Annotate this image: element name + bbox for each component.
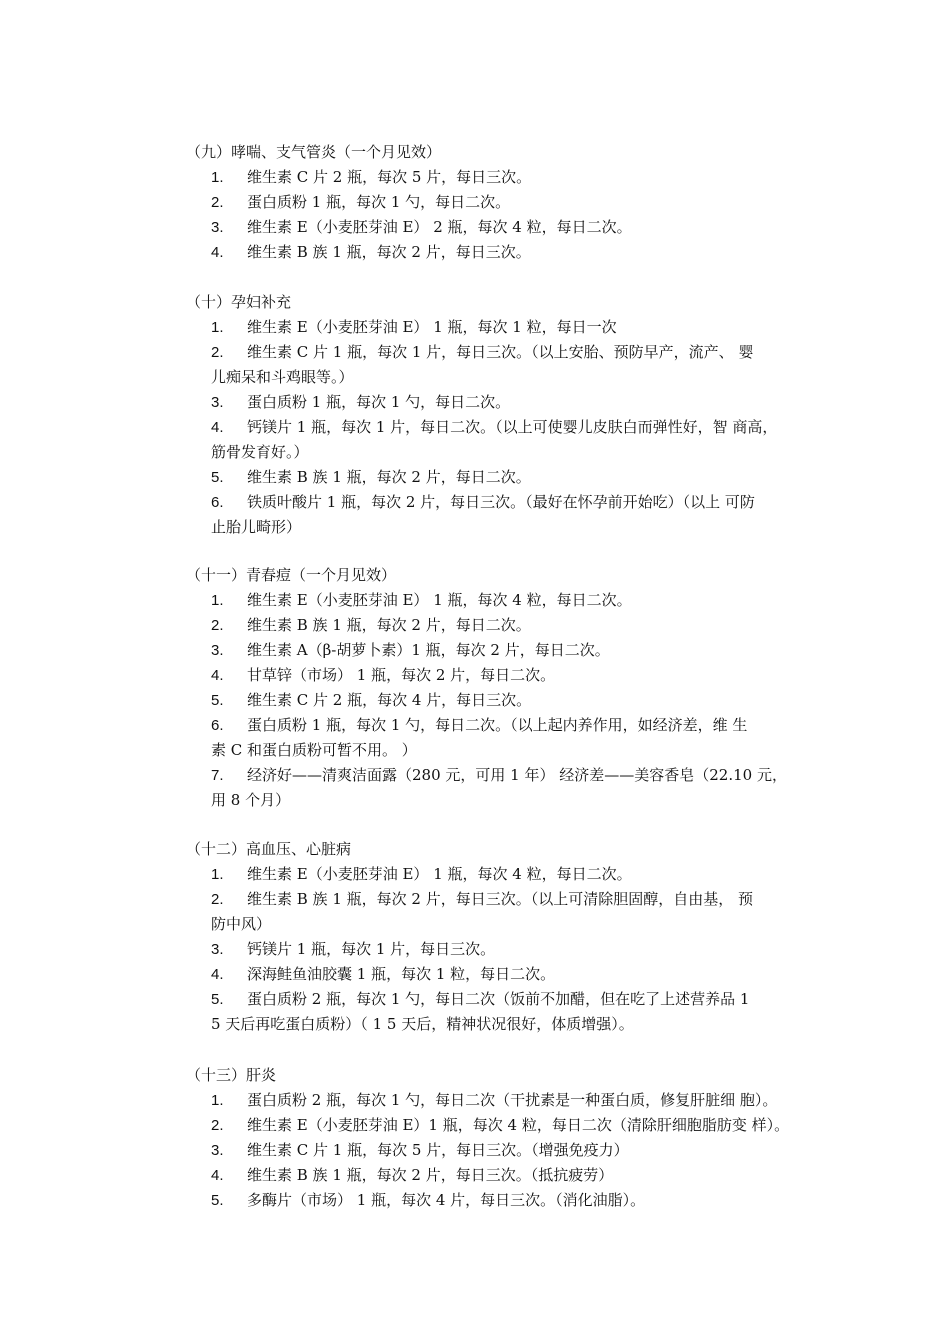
list-item [186, 663, 826, 688]
list-item [186, 190, 826, 215]
list-item [186, 340, 826, 390]
list-item-text: 蛋白质粉 1 瓶，每次 1 勺，每日二次。 [247, 393, 511, 411]
list-item-text: 蛋白质粉 1 瓶，每次 1 勺，每日二次。 [247, 193, 511, 211]
list-item-number: 7. [211, 767, 224, 784]
list-item-text: 钙镁片 1 瓶，每次 1 片，每日二次。（以上可使婴儿皮肤白而弹性好，智 商高， [247, 418, 778, 436]
list-item-text: 维生素 E（小麦胚芽油 E） 1 瓶，每次 4 粒，每日二次。 [247, 591, 632, 609]
list-item [186, 638, 826, 663]
list-item-text-continuation: 用 8 个月） [211, 791, 291, 809]
list-item-text-continuation: 儿痴呆和斗鸡眼等。） [211, 368, 354, 386]
list-item-number: 4. [211, 419, 224, 436]
list-item [186, 390, 826, 415]
list-item [186, 415, 826, 465]
list-item [186, 613, 826, 638]
list-item-number: 5. [211, 469, 224, 486]
list-item-number: 1. [211, 1092, 224, 1109]
list-item-number: 3. [211, 642, 224, 659]
list-item-number: 3. [211, 941, 224, 958]
list-item-number: 1. [211, 169, 224, 186]
section-title: （九）哮喘、支气管炎（一个月见效） [186, 143, 442, 161]
section-title: （十三）肝炎 [186, 1066, 277, 1084]
list-item-number: 1. [211, 319, 224, 336]
list-item-text: 维生素 E（小麦胚芽油 E）1 瓶，每次 4 粒，每日二次（清除肝细胞脂肪变 样）。 [247, 1116, 790, 1134]
list-item-number: 2. [211, 891, 224, 908]
list-item [186, 987, 826, 1037]
list-item-text: 深海鲑鱼油胶囊 1 瓶，每次 1 粒，每日二次。 [247, 965, 556, 983]
list-item [186, 465, 826, 490]
list-item-text: 维生素 C 片 2 瓶，每次 4 片，每日三次。 [247, 691, 532, 709]
list-item-text-continuation: 5 天后再吃蛋白质粉）（ 1 5 天后，精神状况很好，体质增强）。 [211, 1015, 634, 1033]
section-acne [186, 563, 826, 813]
list-item [186, 887, 826, 937]
section-hypertension [186, 837, 826, 1037]
list-item-text: 铁质叶酸片 1 瓶，每次 2 片，每日三次。（最好在怀孕前开始吃）（以上 可防 [247, 493, 755, 511]
list-item [186, 1188, 826, 1213]
section-asthma [186, 140, 826, 265]
list-item-text: 维生素 B 族 1 瓶，每次 2 片，每日三次。 [247, 243, 531, 261]
list-item-number: 4. [211, 667, 224, 684]
list-item-number: 2. [211, 344, 224, 361]
list-item-number: 3. [211, 219, 224, 236]
list-item-text: 维生素 A（β-胡萝卜素）1 瓶，每次 2 片，每日二次。 [247, 641, 610, 659]
list-item-number: 5. [211, 692, 224, 709]
list-item [186, 962, 826, 987]
section-pregnancy [186, 290, 826, 540]
list-item [186, 763, 826, 813]
list-item-number: 4. [211, 244, 224, 261]
list-item-number: 5. [211, 991, 224, 1008]
list-item [186, 1138, 826, 1163]
list-item-number: 1. [211, 592, 224, 609]
list-item-text: 蛋白质粉 1 瓶，每次 1 勺，每日二次。（以上起内养作用，如经济差，维 生 [247, 716, 748, 734]
list-item-text-continuation: 止胎儿畸形） [211, 518, 302, 536]
list-item-text: 维生素 C 片 2 瓶，每次 5 片，每日三次。 [247, 168, 532, 186]
list-item-number: 1. [211, 866, 224, 883]
list-item-text: 维生素 E（小麦胚芽油 E） 2 瓶，每次 4 粒，每日二次。 [247, 218, 632, 236]
list-item-number: 4. [211, 1167, 224, 1184]
list-item [186, 937, 826, 962]
list-item [186, 240, 826, 265]
list-item-text: 钙镁片 1 瓶，每次 1 片，每日三次。 [247, 940, 496, 958]
list-item-text: 甘草锌（市场） 1 瓶，每次 2 片，每日二次。 [247, 666, 556, 684]
list-item-text: 经济好——清爽洁面露（280 元，可用 1 年） 经济差——美容香皂（22.10 元， [247, 766, 787, 784]
list-item-text-continuation: 素 C 和蛋白质粉可暂不用。 ） [211, 741, 417, 759]
list-item-text: 维生素 E（小麦胚芽油 E） 1 瓶，每次 4 粒，每日二次。 [247, 865, 632, 883]
list-item-number: 3. [211, 1142, 224, 1159]
list-item-text: 维生素 B 族 1 瓶，每次 2 片，每日三次。（抵抗疲劳） [247, 1166, 614, 1184]
list-item-number: 6. [211, 494, 224, 511]
list-item-number: 4. [211, 966, 224, 983]
section-title: （十一）青春痘（一个月见效） [186, 566, 397, 584]
section-title: （十）孕妇补充 [186, 293, 292, 311]
list-item [186, 713, 826, 763]
list-item-number: 3. [211, 394, 224, 411]
list-item-number: 5. [211, 1192, 224, 1209]
list-item-text-continuation: 防中风） [211, 915, 272, 933]
list-item [186, 490, 826, 540]
list-item-text-continuation: 筋骨发育好。） [211, 443, 309, 461]
list-item [186, 315, 826, 340]
list-item [186, 215, 826, 240]
list-item-text: 维生素 B 族 1 瓶，每次 2 片，每日三次。（以上可清除胆固醇，自由基， 预 [247, 890, 753, 908]
section-title: （十二）高血压、心脏病 [186, 840, 352, 858]
list-item [186, 165, 826, 190]
list-item-text: 多酶片（市场） 1 瓶，每次 4 片，每日三次。（消化油脂）。 [247, 1191, 646, 1209]
list-item [186, 862, 826, 887]
list-item-text: 维生素 C 片 1 瓶，每次 5 片，每日三次。（增强免疫力） [247, 1141, 629, 1159]
list-item-text: 维生素 B 族 1 瓶，每次 2 片，每日二次。 [247, 616, 531, 634]
list-item [186, 688, 826, 713]
list-item [186, 1113, 826, 1138]
list-item-text: 维生素 C 片 1 瓶，每次 1 片，每日三次。（以上安胎、预防早产，流产、 婴 [247, 343, 754, 361]
list-item-text: 蛋白质粉 2 瓶，每次 1 勺，每日二次（饭前不加醋，但在吃了上述营养品 1 [247, 990, 750, 1008]
list-item-number: 2. [211, 617, 224, 634]
list-item-text: 维生素 B 族 1 瓶，每次 2 片，每日二次。 [247, 468, 531, 486]
list-item-number: 2. [211, 194, 224, 211]
list-item-text: 蛋白质粉 2 瓶，每次 1 勺，每日二次（干扰素是一种蛋白质，修复肝脏细 胞）。 [247, 1091, 778, 1109]
list-item [186, 1163, 826, 1188]
section-hepatitis [186, 1063, 826, 1213]
list-item-text: 维生素 E（小麦胚芽油 E） 1 瓶，每次 1 粒，每日一次 [247, 318, 617, 336]
list-item [186, 588, 826, 613]
list-item [186, 1088, 826, 1113]
list-item-number: 2. [211, 1117, 224, 1134]
list-item-number: 6. [211, 717, 224, 734]
